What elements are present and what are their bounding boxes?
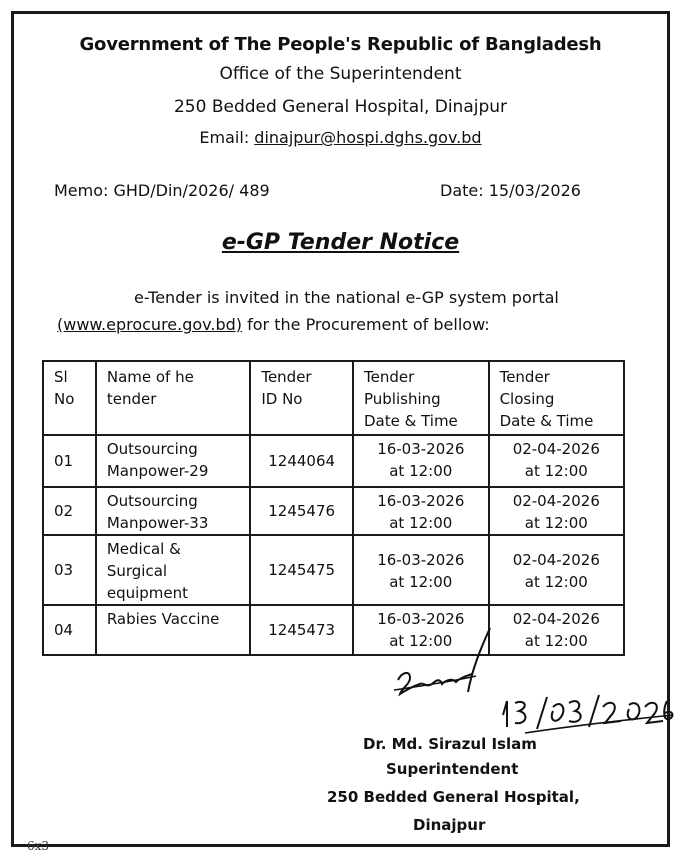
- header-name: Name of he tender: [96, 361, 250, 435]
- email-address[interactable]: dinajpur@hospi.dghs.gov.bd: [254, 128, 482, 147]
- row-publishing: 16-03-2026 at 12:00: [353, 487, 489, 535]
- signatory-designation: Superintendent: [386, 760, 519, 778]
- header-sl: Sl No: [43, 361, 96, 435]
- memo-number: Memo: GHD/Din/2026/ 489: [54, 181, 270, 200]
- table-row: [43, 435, 624, 487]
- hospital-heading: 250 Bedded General Hospital, Dinajpur: [173, 97, 508, 117]
- row-publishing: 16-03-2026 at 12:00: [353, 435, 489, 487]
- row-tender-id: 1245473: [250, 605, 353, 655]
- table-header-row: [43, 361, 624, 435]
- row-sl: 04: [43, 605, 96, 655]
- signatory-name: Dr. Md. Sirazul Islam: [363, 735, 537, 753]
- notice-paragraph-line2: [57, 315, 490, 334]
- row-name: Outsourcing Manpower-29: [96, 435, 250, 487]
- signature-scribble: [380, 620, 510, 700]
- footnote-size: 6x3: [27, 839, 50, 853]
- header-closing: Tender Closing Date & Time: [489, 361, 624, 435]
- office-heading: Office of the Superintendent: [219, 64, 462, 84]
- row-name: Rabies Vaccine: [96, 605, 250, 655]
- row-publishing: 16-03-2026 at 12:00: [353, 535, 489, 605]
- table-row: [43, 535, 624, 605]
- row-name: Outsourcing Manpower-33: [96, 487, 250, 535]
- row-publishing: 16-03-2026 at 12:00: [353, 605, 489, 655]
- row-closing: 02-04-2026 at 12:00: [489, 435, 624, 487]
- email-line: [11, 128, 670, 147]
- tender-table: [42, 360, 625, 656]
- portal-link[interactable]: (www.eprocure.gov.bd): [57, 315, 243, 334]
- government-heading: Government of The People's Republic of Bangladesh: [79, 34, 602, 55]
- row-tender-id: 1245476: [250, 487, 353, 535]
- notice-paragraph-line1: e-Tender is invited in the national e-GP system portal: [134, 288, 559, 307]
- email-label: Email:: [199, 128, 250, 147]
- row-sl: 01: [43, 435, 96, 487]
- signatory-hospital: 250 Bedded General Hospital,: [327, 788, 580, 806]
- row-name: Medical & Surgical equipment: [96, 535, 250, 605]
- notice-title: e-GP Tender Notice: [221, 230, 460, 255]
- table-row: [43, 487, 624, 535]
- row-tender-id: 1244064: [250, 435, 353, 487]
- header-publishing: Tender Publishing Date & Time: [353, 361, 489, 435]
- signatory-city: Dinajpur: [413, 816, 486, 834]
- row-sl: 03: [43, 535, 96, 605]
- notice-paragraph-rest: for the Procurement of bellow:: [242, 315, 490, 334]
- table-row: [43, 605, 624, 655]
- row-closing: 02-04-2026 at 12:00: [489, 535, 624, 605]
- row-closing: 02-04-2026 at 12:00: [489, 487, 624, 535]
- row-sl: 02: [43, 487, 96, 535]
- row-closing: 02-04-2026 at 12:00: [489, 605, 624, 655]
- header-id: Tender ID No: [250, 361, 353, 435]
- memo-date: Date: 15/03/2026: [440, 181, 581, 200]
- row-tender-id: 1245475: [250, 535, 353, 605]
